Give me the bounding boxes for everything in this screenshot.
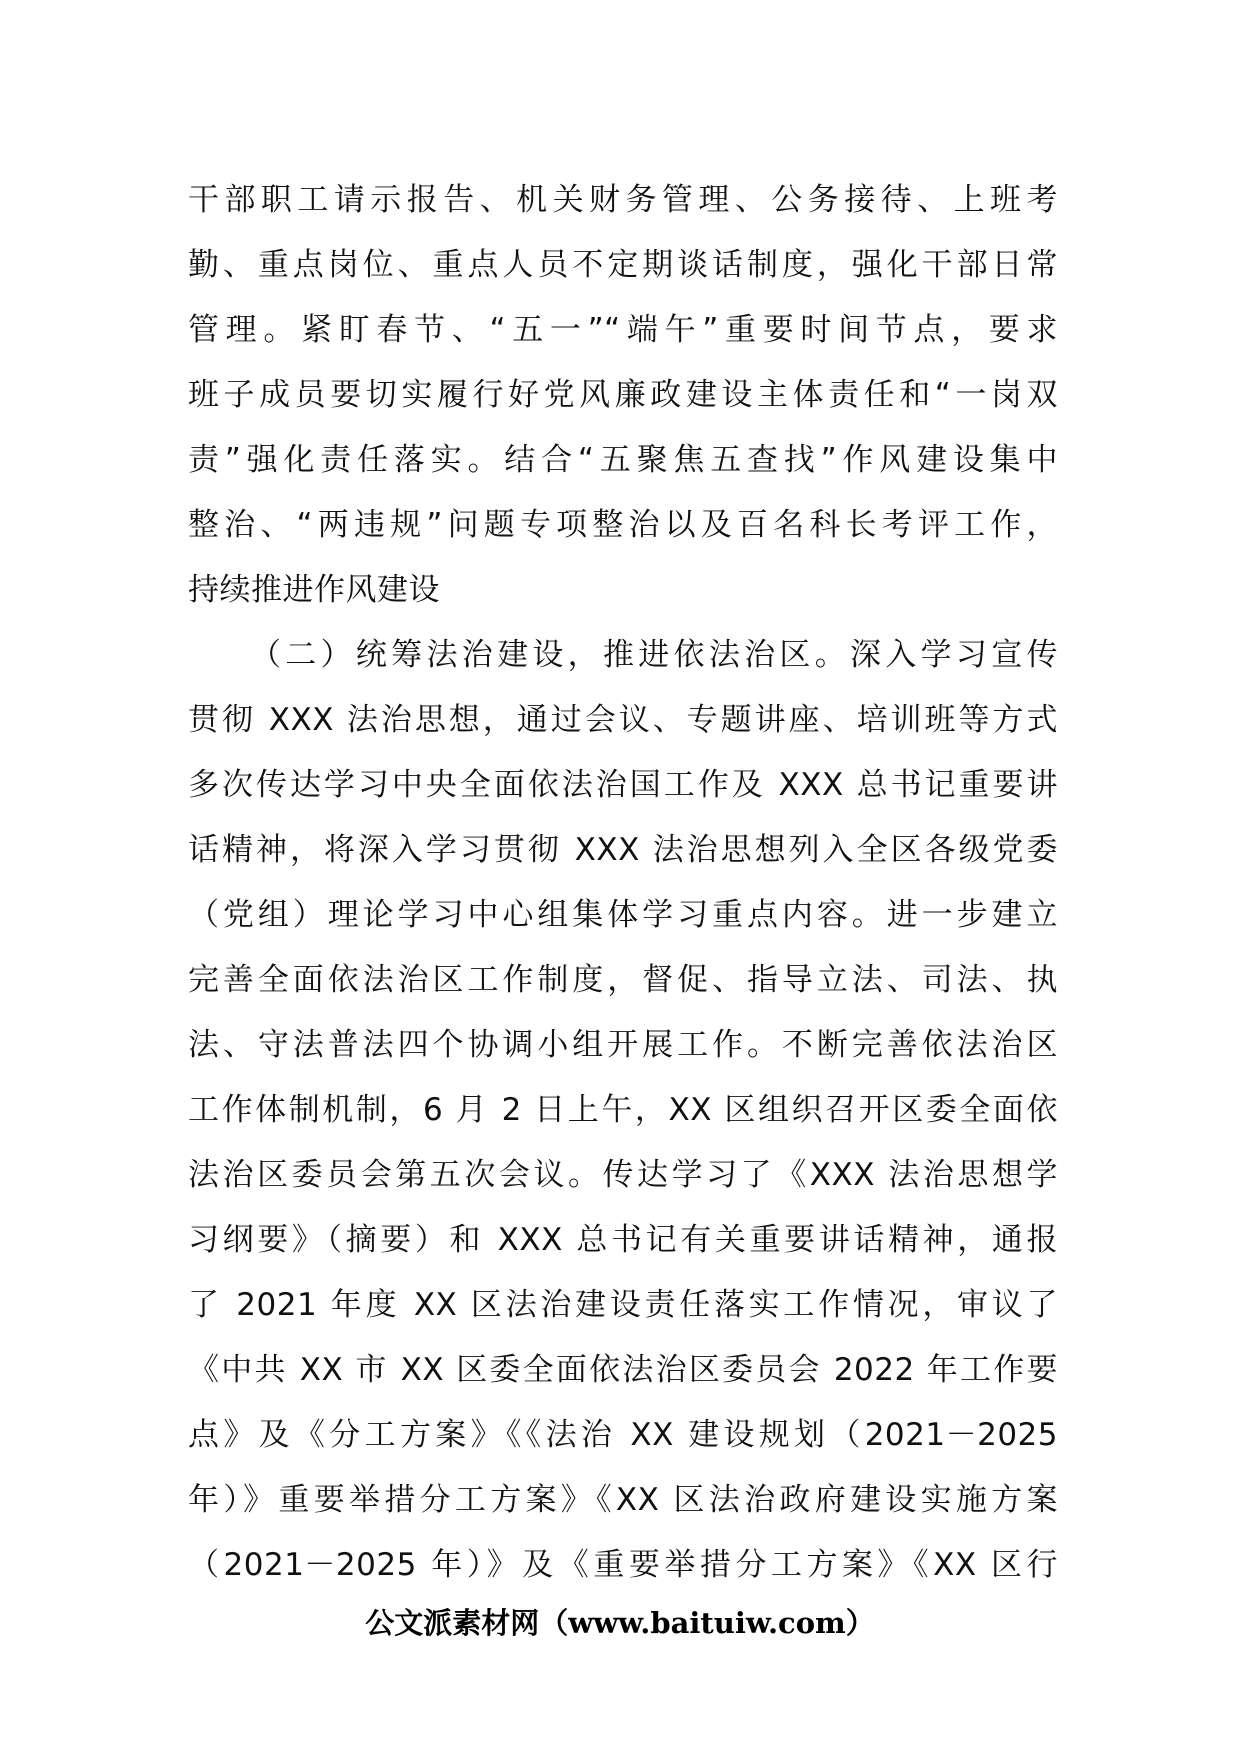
text-line: 贯彻 XXX 法治思想，通过会议、专题讲座、培训班等方式 — [188, 702, 1058, 738]
text-line: 干部职工请示报告、机关财务管理、公务接待、上班考 — [188, 182, 1058, 218]
text-line: 多次传达学习中央全面依法治国工作及 XXX 总书记重要讲 — [188, 767, 1058, 803]
text-line: 持续推进作风建设 — [188, 572, 440, 608]
text-line: （2021－2025 年）》及《重要举措分工方案》《XX 区行 — [188, 1547, 1058, 1583]
footer-watermark: 公文派素材网（www.baituiw.com） — [365, 1606, 875, 1640]
text-line: 完善全面依法治区工作制度，督促、指导立法、司法、执 — [188, 962, 1058, 998]
text-line: 了 2021 年度 XX 区法治建设责任落实工作情况，审议了 — [188, 1287, 1058, 1323]
text-line: 班子成员要切实履行好党风廉政建设主体责任和“一岗双 — [188, 377, 1058, 413]
text-line: 年）》重要举措分工方案》《XX 区法治政府建设实施方案 — [188, 1482, 1058, 1518]
text-line: （党组）理论学习中心组集体学习重点内容。进一步建立 — [188, 897, 1058, 933]
text-line: 勤、重点岗位、重点人员不定期谈话制度，强化干部日常 — [188, 247, 1058, 283]
body-text — [188, 168, 1058, 1598]
text-line: 《中共 XX 市 XX 区委全面依法治区委员会 2022 年工作要 — [188, 1352, 1058, 1388]
text-line: 管理。紧盯春节、“五一”“端午”重要时间节点，要求 — [188, 312, 1058, 348]
text-line: 习纲要》（摘要）和 XXX 总书记有关重要讲话精神，通报 — [188, 1222, 1058, 1258]
text-line: 工作体制机制，6 月 2 日上午，XX 区组织召开区委全面依 — [188, 1092, 1058, 1128]
text-line: 责”强化责任落实。结合“五聚焦五查找”作风建设集中 — [188, 442, 1058, 478]
text-line: 法治区委员会第五次会议。传达学习了《XXX 法治思想学 — [188, 1157, 1058, 1193]
text-line: 点》及《分工方案》《《法治 XX 建设规划（2021－2025 — [188, 1417, 1058, 1453]
text-line: 整治、“两违规”问题专项整治以及百名科长考评工作， — [188, 507, 1058, 543]
text-line: 法、守法普法四个协调小组开展工作。不断完善依法治区 — [188, 1027, 1058, 1063]
text-line: 话精神，将深入学习贯彻 XXX 法治思想列入全区各级党委 — [188, 832, 1058, 868]
paragraph-heading-line: （二）统筹法治建设，推进依法治区。深入学习宣传 — [250, 637, 1058, 673]
